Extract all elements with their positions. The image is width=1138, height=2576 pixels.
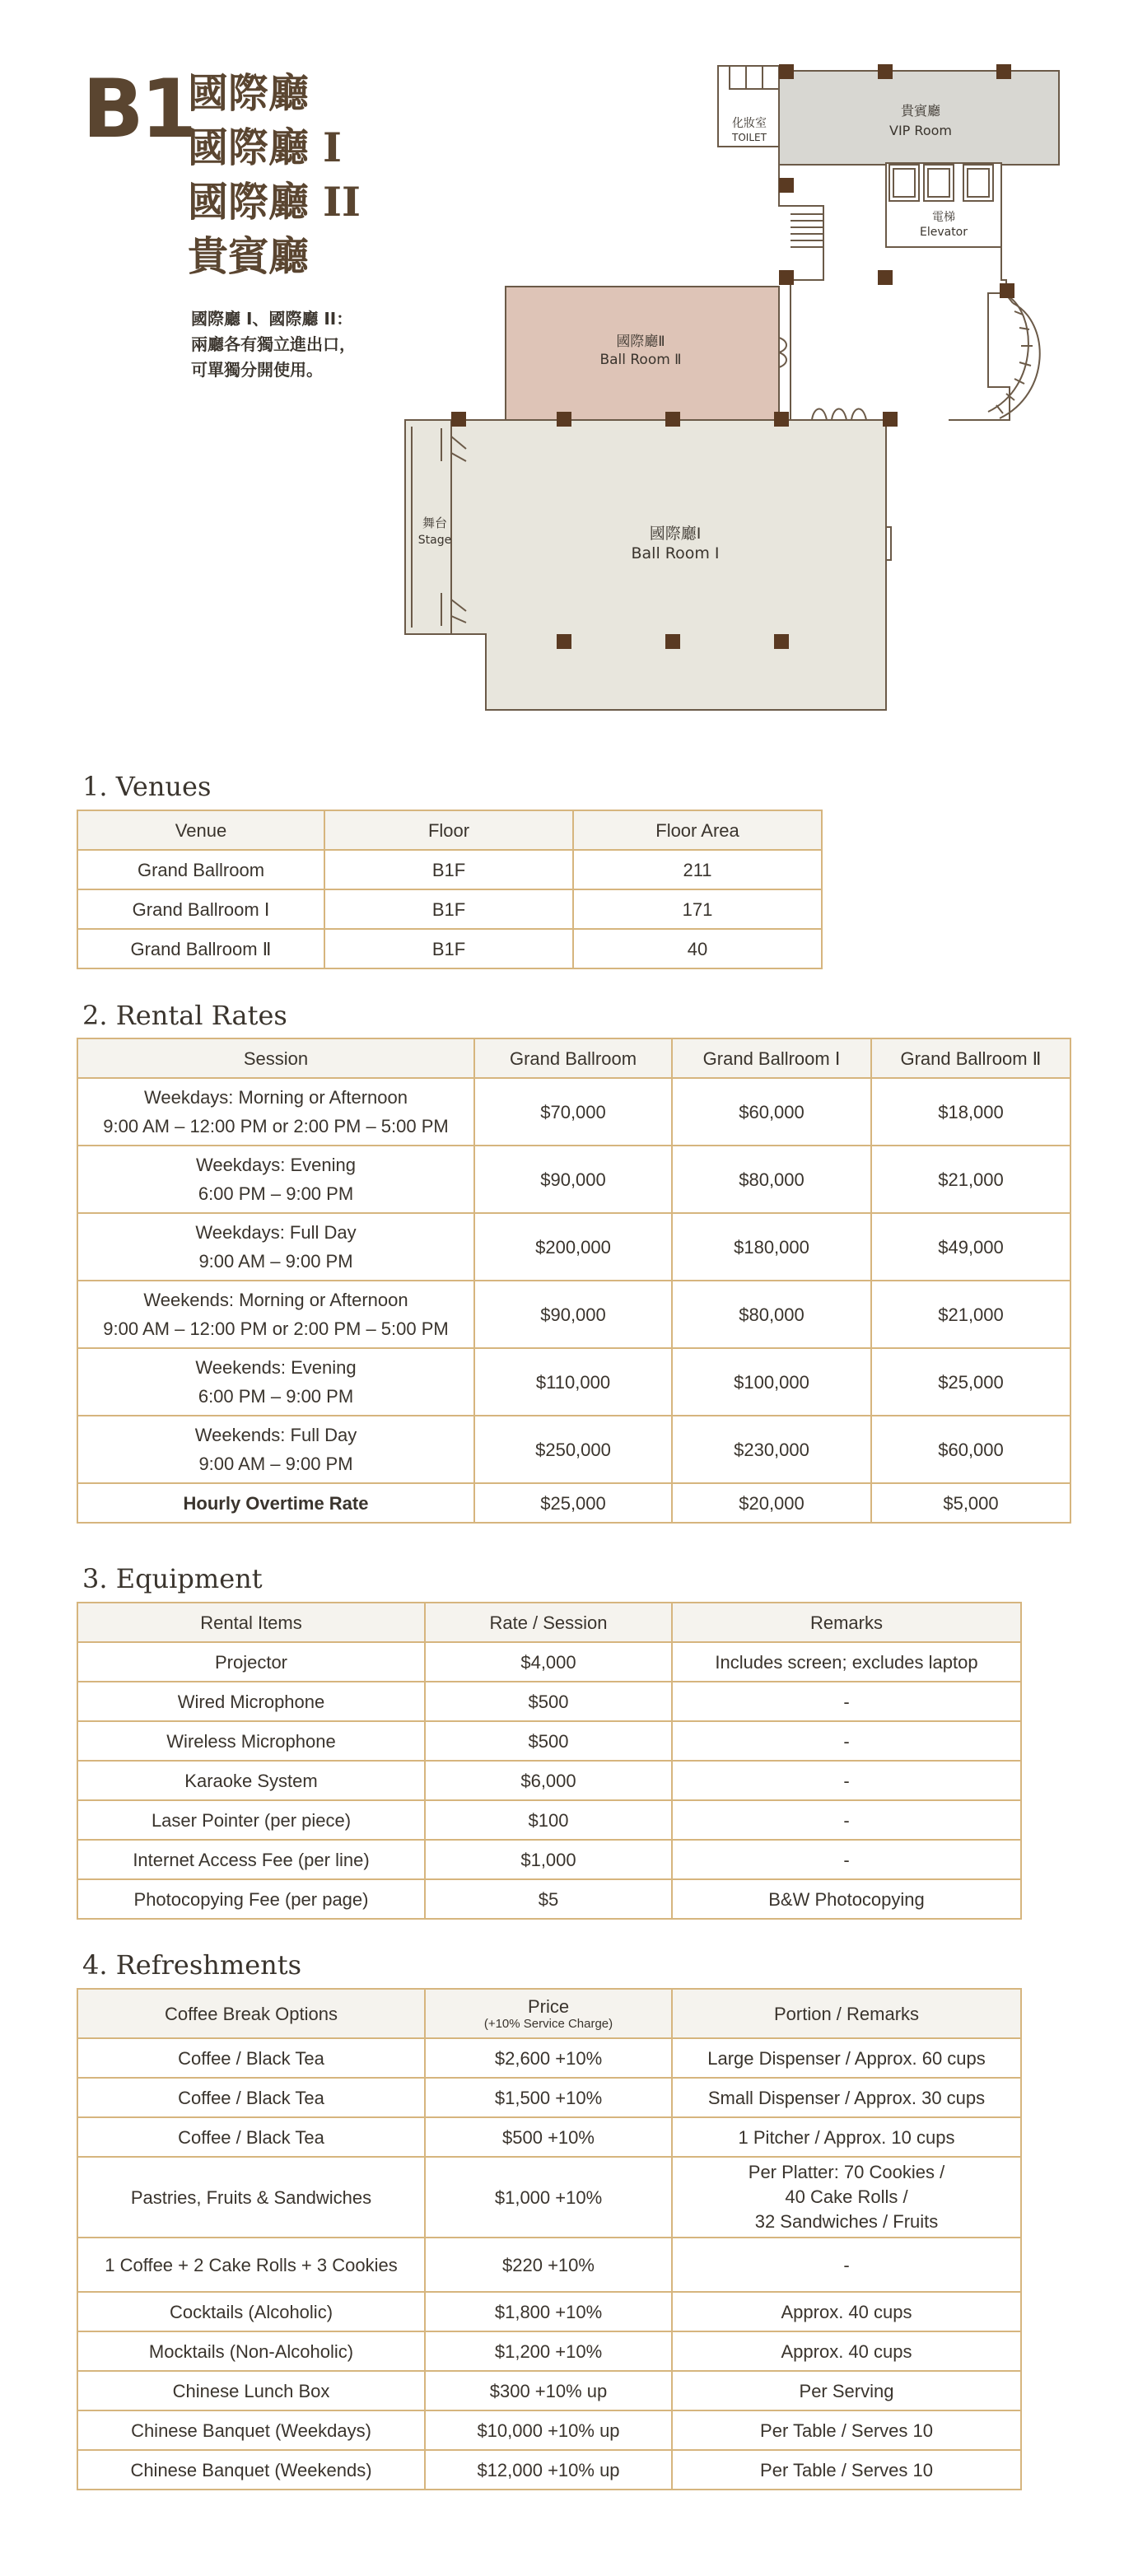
cell: Chinese Banquet (Weekdays)	[77, 2410, 425, 2450]
col-header: Floor Area	[573, 810, 822, 850]
equipment-title: 3. Equipment	[82, 1563, 263, 1594]
table-row	[77, 1281, 1070, 1348]
session-cell: Weekdays: Morning or Afternoon 9:00 AM – 12:00 PM or 2:00 PM – 5:00 PM	[77, 1078, 474, 1146]
session-cell: Weekdays: Evening 6:00 PM – 9:00 PM	[77, 1146, 474, 1213]
cell: $21,000	[871, 1146, 1070, 1213]
cell: Small Dispenser / Approx. 30 cups	[672, 2078, 1021, 2117]
table-row	[77, 929, 822, 968]
vip-room-label-zh: 貴賓廳	[900, 103, 941, 119]
venues-title: 1. Venues	[82, 771, 212, 802]
cell: Grand Ballroom Ⅱ	[77, 929, 324, 968]
rates-table	[77, 1038, 1071, 1524]
column	[665, 634, 680, 649]
table-row	[77, 2410, 1021, 2450]
venue-name: 國際廳 I	[188, 124, 342, 171]
table-row	[77, 2371, 1021, 2410]
rates-title: 2. Rental Rates	[82, 1000, 287, 1031]
note-line: 可單獨分開使用。	[191, 360, 323, 380]
note-line: 國際廳 I、國際廳 II：	[191, 309, 353, 329]
cell: $220 +10%	[425, 2238, 672, 2292]
cell: Per Platter: 70 Cookies / 40 Cake Rolls / 32 Sandwiches / Fruits	[672, 2157, 1021, 2238]
venue-name: 貴賓廳	[188, 232, 310, 280]
table-row	[77, 850, 822, 889]
floor-plan	[402, 59, 1070, 718]
overtime-label: Hourly Overtime Rate	[77, 1483, 474, 1523]
cell: Internet Access Fee (per line)	[77, 1840, 425, 1879]
cell: $4,000	[425, 1642, 672, 1682]
cell: $10,000 +10% up	[425, 2410, 672, 2450]
cell: -	[672, 1800, 1021, 1840]
cell: Laser Pointer (per piece)	[77, 1800, 425, 1840]
refreshments-title: 4. Refreshments	[82, 1949, 302, 1981]
ballroom-2-label-en: Ball Room Ⅱ	[599, 352, 682, 368]
cell: $2,600 +10%	[425, 2038, 672, 2078]
col-header: Grand Ballroom Ⅱ	[871, 1038, 1070, 1078]
cell: $60,000	[672, 1078, 871, 1146]
session-cell: Weekends: Evening 6:00 PM – 9:00 PM	[77, 1348, 474, 1416]
cell: B1F	[324, 850, 573, 889]
cell: Wired Microphone	[77, 1682, 425, 1721]
cell: $49,000	[871, 1213, 1070, 1281]
ballroom-1-label-zh: 國際廳Ⅰ	[649, 525, 702, 543]
column	[996, 64, 1011, 79]
refreshments-table	[77, 1988, 1022, 2490]
toilet-label-en: TOILET	[732, 132, 767, 143]
cell: $1,800 +10%	[425, 2292, 672, 2331]
cell: Coffee / Black Tea	[77, 2117, 425, 2157]
cell: $60,000	[871, 1416, 1070, 1483]
cell: Includes screen; excludes laptop	[672, 1642, 1021, 1682]
cell: $1,500 +10%	[425, 2078, 672, 2117]
cell: $20,000	[672, 1483, 871, 1523]
cell: Grand Ballroom	[77, 850, 324, 889]
venue-note	[191, 306, 356, 383]
elevator-label-en: Elevator	[919, 226, 968, 239]
cell: $200,000	[474, 1213, 672, 1281]
cell: -	[672, 1721, 1021, 1761]
cell: Large Dispenser / Approx. 60 cups	[672, 2038, 1021, 2078]
column	[557, 412, 571, 427]
cell: $6,000	[425, 1761, 672, 1800]
column	[557, 634, 571, 649]
col-header: Rental Items	[77, 1603, 425, 1642]
table-row	[77, 1761, 1021, 1800]
cell: $5,000	[871, 1483, 1070, 1523]
cell: $80,000	[672, 1146, 871, 1213]
cell: Chinese Banquet (Weekends)	[77, 2450, 425, 2490]
ballroom-1	[450, 420, 886, 710]
table-row	[77, 2117, 1021, 2157]
column	[451, 412, 466, 427]
table-row	[77, 2238, 1021, 2292]
equipment-table	[77, 1602, 1022, 1920]
column	[878, 64, 893, 79]
table-row	[77, 1721, 1021, 1761]
cell: 171	[573, 889, 822, 929]
cell: $500	[425, 1682, 672, 1721]
cell: B1F	[324, 929, 573, 968]
cell: $300 +10% up	[425, 2371, 672, 2410]
table-row	[77, 1879, 1021, 1919]
table-row	[77, 2038, 1021, 2078]
col-header: Coffee Break Options	[77, 1989, 425, 2038]
col-header: Session	[77, 1038, 474, 1078]
cell: Wireless Microphone	[77, 1721, 425, 1761]
cell: Projector	[77, 1642, 425, 1682]
table-row	[77, 1078, 1070, 1146]
table-row	[77, 1483, 1070, 1523]
cell: 40	[573, 929, 822, 968]
cell: $1,000	[425, 1840, 672, 1879]
cell: $12,000 +10% up	[425, 2450, 672, 2490]
cell: $110,000	[474, 1348, 672, 1416]
ballroom-2-label-zh: 國際廳Ⅱ	[616, 334, 665, 350]
cell: Approx. 40 cups	[672, 2292, 1021, 2331]
cell: $100	[425, 1800, 672, 1840]
col-header: Floor	[324, 810, 573, 850]
cell: Mocktails (Non-Alcoholic)	[77, 2331, 425, 2371]
session-cell: Weekends: Morning or Afternoon 9:00 AM – 12:00 PM or 2:00 PM – 5:00 PM	[77, 1281, 474, 1348]
col-header: Venue	[77, 810, 324, 850]
col-header: Portion / Remarks	[672, 1989, 1021, 2038]
cell: Coffee / Black Tea	[77, 2078, 425, 2117]
floor-label: B1	[82, 63, 194, 156]
session-cell: Weekends: Full Day 9:00 AM – 9:00 PM	[77, 1416, 474, 1483]
table-row	[77, 2292, 1021, 2331]
col-header: Rate / Session	[425, 1603, 672, 1642]
column	[779, 178, 794, 193]
cell: $180,000	[672, 1213, 871, 1281]
venue-name: 國際廳 II	[188, 178, 361, 226]
cell: $500 +10%	[425, 2117, 672, 2157]
cell: -	[672, 1840, 1021, 1879]
toilet-label-zh: 化妝室	[732, 117, 767, 130]
table-row	[77, 1642, 1021, 1682]
cell: $500	[425, 1721, 672, 1761]
cell: Coffee / Black Tea	[77, 2038, 425, 2078]
cell: B&W Photocopying	[672, 1879, 1021, 1919]
table-row	[77, 2078, 1021, 2117]
ballroom-1-label-en: Ball Room Ⅰ	[631, 544, 720, 562]
cell: $25,000	[871, 1348, 1070, 1416]
cell: -	[672, 2238, 1021, 2292]
table-row	[77, 1416, 1070, 1483]
table-row	[77, 2450, 1021, 2490]
column	[883, 412, 898, 427]
cell: $1,200 +10%	[425, 2331, 672, 2371]
cell: $70,000	[474, 1078, 672, 1146]
cell: $90,000	[474, 1281, 672, 1348]
cell: $90,000	[474, 1146, 672, 1213]
note-line: 兩廳各有獨立進出口，	[191, 334, 356, 354]
column	[665, 412, 680, 427]
cell: 211	[573, 850, 822, 889]
column	[1000, 283, 1014, 298]
cell: Per Table / Serves 10	[672, 2450, 1021, 2490]
table-row	[77, 1682, 1021, 1721]
table-row	[77, 889, 822, 929]
cell: -	[672, 1761, 1021, 1800]
cell: Photocopying Fee (per page)	[77, 1879, 425, 1919]
cell: Approx. 40 cups	[672, 2331, 1021, 2371]
cell: $18,000	[871, 1078, 1070, 1146]
venues-table	[77, 810, 823, 969]
column	[779, 64, 794, 79]
col-header: Grand Ballroom Ⅰ	[672, 1038, 871, 1078]
col-header: Grand Ballroom	[474, 1038, 672, 1078]
col-header: Price	[527, 1995, 570, 2017]
col-header: Remarks	[672, 1603, 1021, 1642]
cell: $21,000	[871, 1281, 1070, 1348]
table-row	[77, 1840, 1021, 1879]
table-row	[77, 1800, 1021, 1840]
cell: B1F	[324, 889, 573, 929]
column	[774, 634, 789, 649]
table-row	[77, 1146, 1070, 1213]
cell: 1 Pitcher / Approx. 10 cups	[672, 2117, 1021, 2157]
cell: Karaoke System	[77, 1761, 425, 1800]
cell: 1 Coffee + 2 Cake Rolls + 3 Cookies	[77, 2238, 425, 2292]
column	[779, 270, 794, 285]
cell: $1,000 +10%	[425, 2157, 672, 2238]
cell: $80,000	[672, 1281, 871, 1348]
cell: Pastries, Fruits & Sandwiches	[77, 2157, 425, 2238]
venue-name: 國際廳	[188, 69, 310, 117]
cell: -	[672, 1682, 1021, 1721]
stage-label-zh: 舞台	[422, 516, 448, 530]
cell: $5	[425, 1879, 672, 1919]
vip-room-label-en: VIP Room	[889, 123, 952, 138]
column	[878, 270, 893, 285]
cell: $230,000	[672, 1416, 871, 1483]
cell: Cocktails (Alcoholic)	[77, 2292, 425, 2331]
cell: Chinese Lunch Box	[77, 2371, 425, 2410]
table-row	[77, 2157, 1021, 2238]
column	[774, 412, 789, 427]
cell: $25,000	[474, 1483, 672, 1523]
price-subheader: (+10% Service Charge)	[483, 2016, 613, 2031]
cell: Per Serving	[672, 2371, 1021, 2410]
table-row	[77, 1348, 1070, 1416]
cell: $100,000	[672, 1348, 871, 1416]
price-header	[425, 1989, 672, 2038]
cell: $250,000	[474, 1416, 672, 1483]
table-row	[77, 2331, 1021, 2371]
elevator-label-zh: 電梯	[932, 211, 955, 224]
cell: Grand Ballroom Ⅰ	[77, 889, 324, 929]
session-cell: Weekdays: Full Day 9:00 AM – 9:00 PM	[77, 1213, 474, 1281]
stage-label-en: Stage	[417, 534, 452, 547]
venue-names	[188, 66, 361, 283]
cell: Per Table / Serves 10	[672, 2410, 1021, 2450]
table-row	[77, 1213, 1070, 1281]
